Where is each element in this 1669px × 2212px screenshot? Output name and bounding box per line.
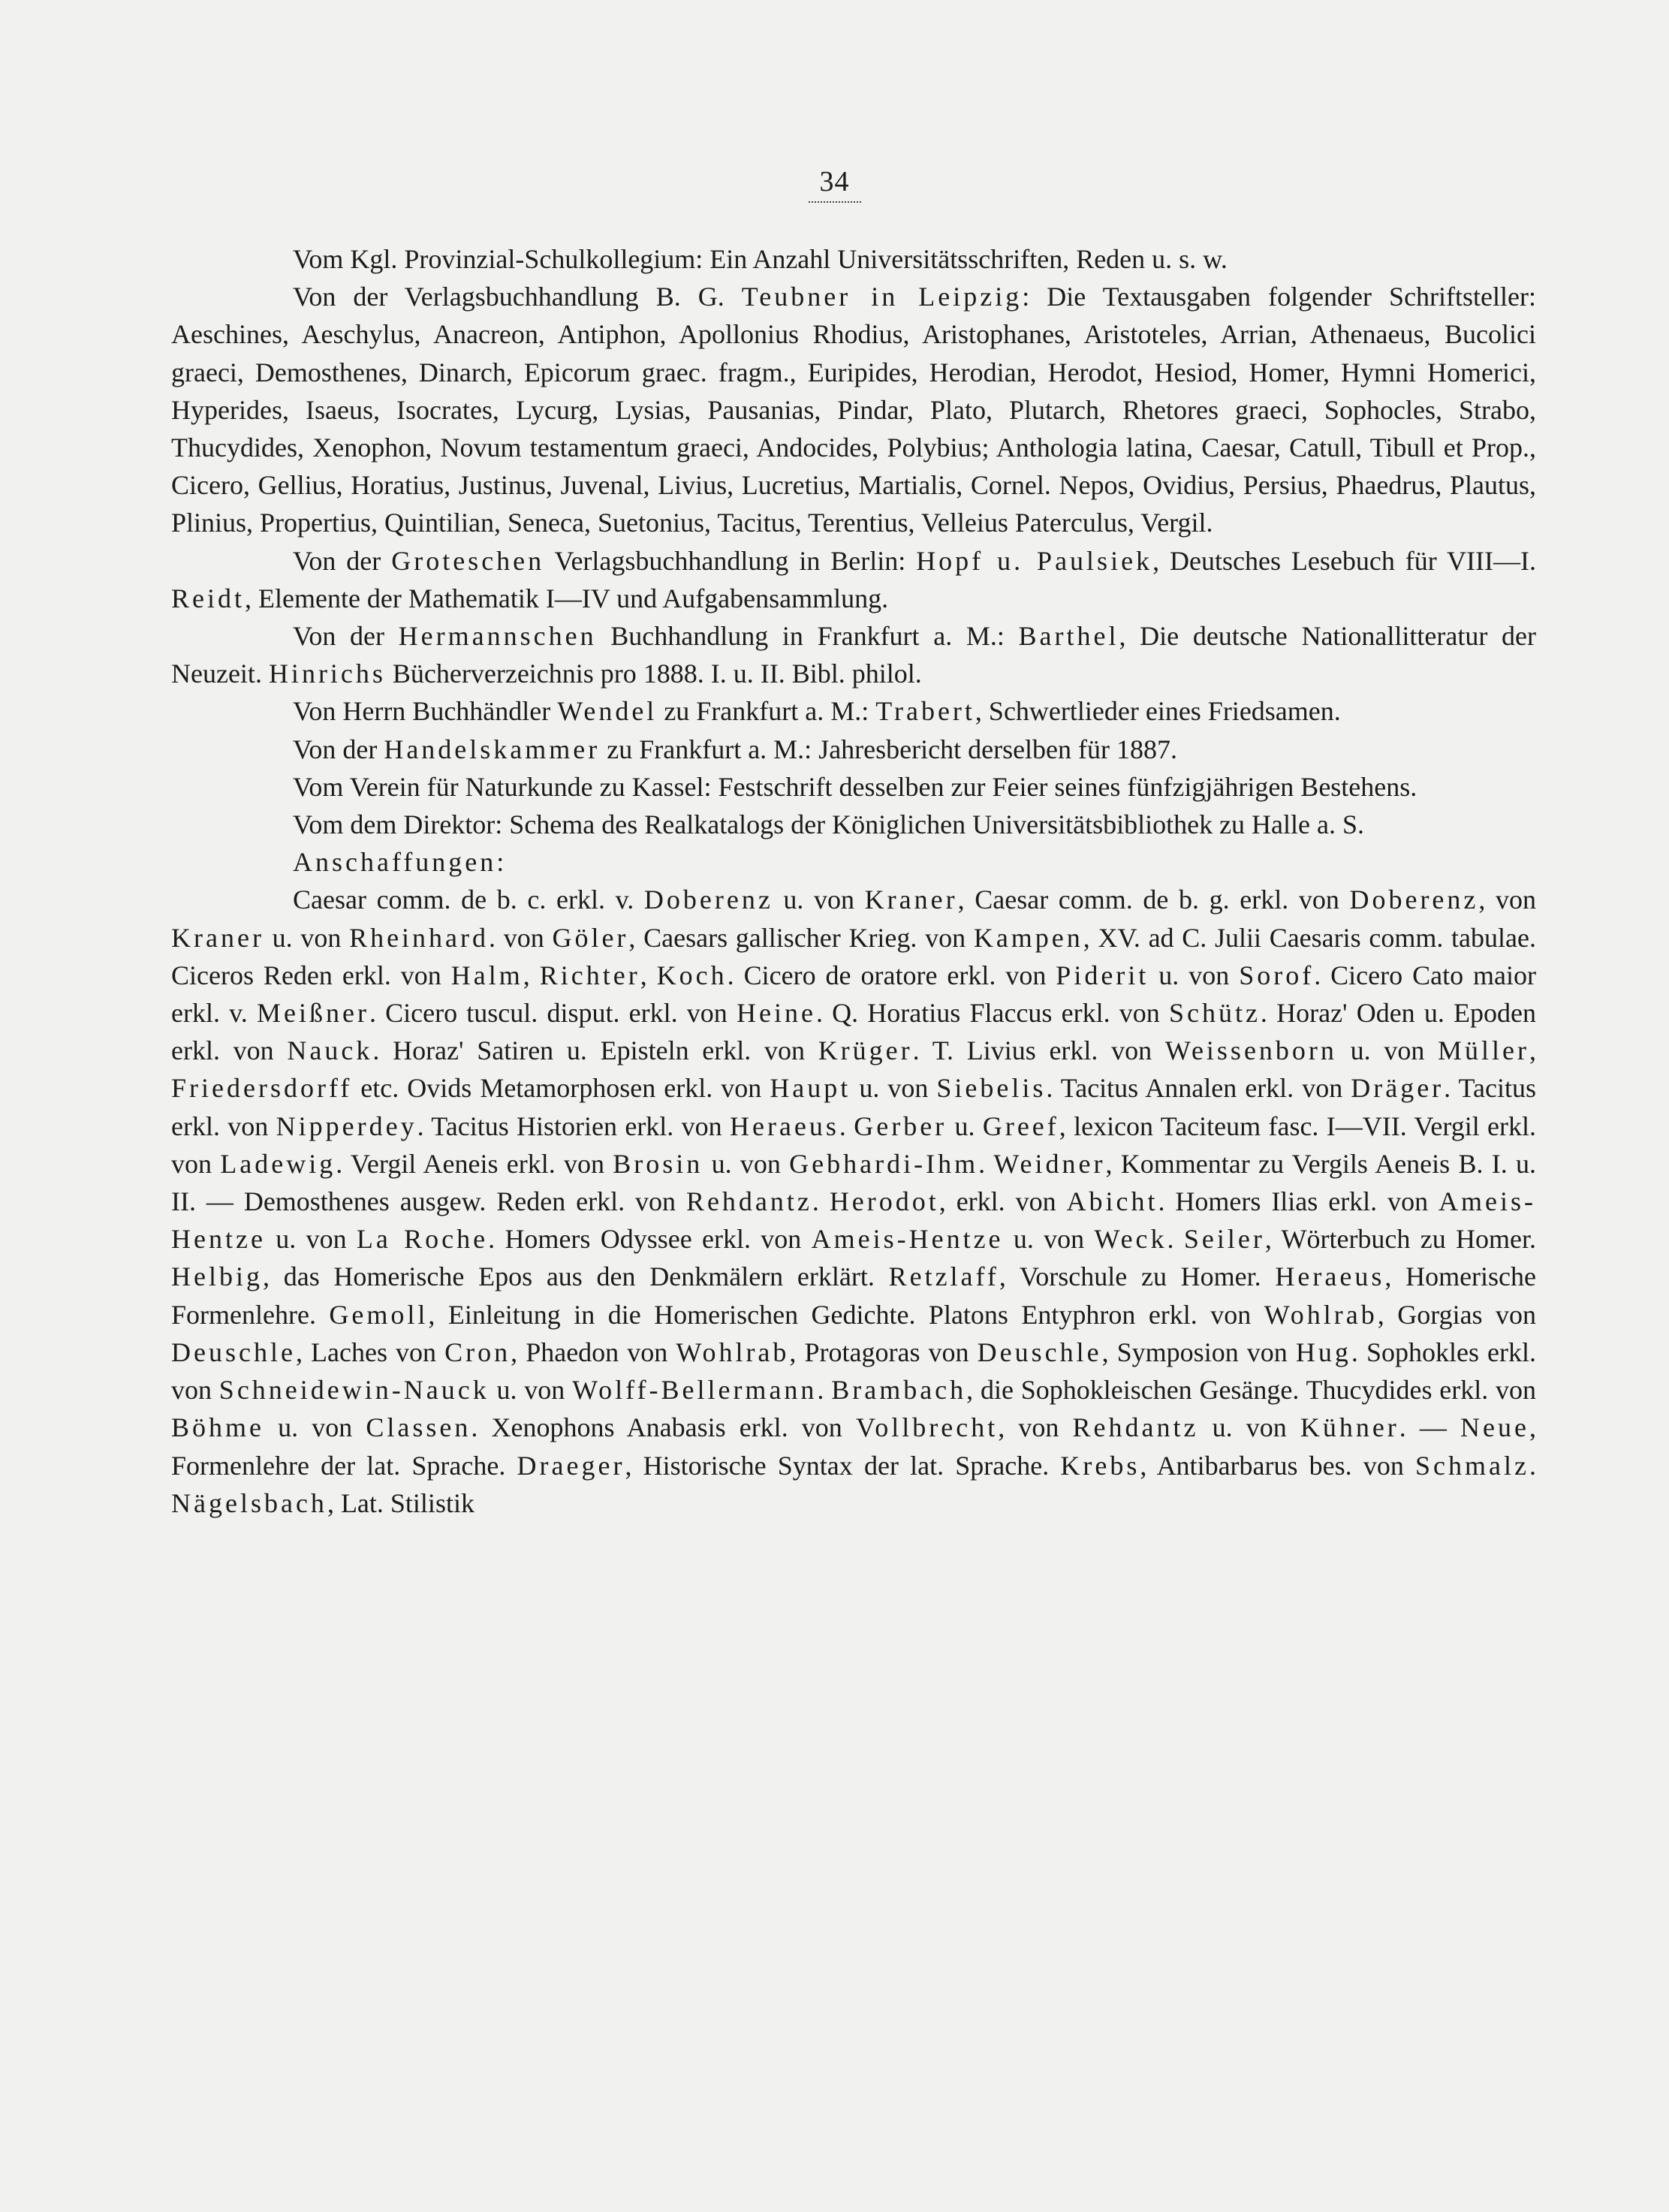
spaced-name: Deuschle xyxy=(977,1337,1102,1367)
page-number-text: 34 xyxy=(819,166,850,197)
spaced-name: Rehdantz xyxy=(685,1186,812,1217)
spaced-name: Reidt xyxy=(171,583,245,613)
spaced-name: Heraeus xyxy=(729,1111,839,1141)
spaced-name: Wolff-Bellermann xyxy=(572,1375,818,1406)
spaced-name: Schneidewin-Nauck xyxy=(218,1375,490,1406)
spaced-name: Schütz xyxy=(1168,998,1261,1029)
spaced-name: Sorof xyxy=(1239,960,1315,990)
spaced-name: Weck xyxy=(1094,1224,1167,1255)
paragraph-p8: Vom dem Direktor: Schema des Realkatalogs der Königlichen Universitätsbibliothek zu Halle a. S. xyxy=(293,809,1365,840)
spaced-name: Classen xyxy=(366,1412,471,1443)
spaced-name: Doberenz xyxy=(1349,884,1479,915)
spaced-name: Vollbrecht xyxy=(855,1412,999,1443)
spaced-name: Seiler xyxy=(1183,1224,1265,1255)
spaced-name: Wohlrab xyxy=(1264,1299,1378,1330)
spaced-name: La Roche xyxy=(356,1224,489,1255)
spaced-name: Rheinhard xyxy=(349,922,490,953)
spaced-name: Neue xyxy=(1460,1412,1530,1443)
spaced-name: Gerber xyxy=(854,1111,947,1141)
paragraph-p6: Von der Handelskammer zu Frankfurt a. M.: Jahresbericht derselben für 1887. xyxy=(293,734,1178,764)
spaced-name: Herodot xyxy=(829,1186,939,1217)
paragraph-p3: Von der Groteschen Verlagsbuchhandlung in Berlin: Hopf u. Paulsiek, Deutsches Lesebuch für VIII—I. Reidt, Elemente der Mathematik I—IV und Aufgabensammlung. xyxy=(171,545,1537,613)
spaced-name: Siebelis xyxy=(936,1073,1047,1104)
spaced-name: Hermannschen xyxy=(398,621,597,652)
spaced-name: Koch xyxy=(656,960,728,990)
spaced-name: Friedersdorff xyxy=(171,1073,353,1104)
paragraph-p9: Anschaffungen: xyxy=(293,847,505,878)
spaced-name: Helbig xyxy=(171,1261,263,1292)
spaced-name: Teubner in Leipzig xyxy=(741,282,1023,312)
spaced-name: Brosin xyxy=(613,1148,703,1179)
spaced-name: Halm xyxy=(450,960,523,990)
spaced-name: Kühner xyxy=(1300,1412,1399,1443)
spaced-name: Krebs xyxy=(1060,1450,1140,1481)
spaced-name: Weissenborn xyxy=(1164,1035,1337,1066)
spaced-name: Cron xyxy=(444,1337,511,1367)
paragraph-p1: Vom Kgl. Provinzial-Schulkollegium: Ein Anzahl Universitätsschriften, Reden u. s. w. xyxy=(293,244,1228,274)
spaced-name: Krüger xyxy=(818,1035,913,1066)
spaced-name: Abicht xyxy=(1066,1186,1158,1217)
page-number xyxy=(0,165,1669,203)
spaced-name: Nipperdey xyxy=(276,1111,417,1141)
spaced-name: Göler xyxy=(552,922,629,953)
spaced-name: Meißner xyxy=(257,998,369,1029)
spaced-name: Handelskammer xyxy=(384,734,601,764)
spaced-name: Ladewig xyxy=(220,1148,336,1179)
spaced-name: Kraner xyxy=(864,884,958,915)
spaced-name: Schmalz xyxy=(1415,1450,1529,1481)
spaced-name: Müller xyxy=(1438,1035,1530,1066)
spaced-name: Ameis-Hentze xyxy=(171,1186,1537,1255)
spaced-name: Retzlaff xyxy=(888,1261,999,1292)
paragraph-p2: Von der Verlagsbuchhandlung B. G. Teubner in Leipzig: Die Textausgaben folgender Schriftsteller: Aeschines, Aeschylus, Anacreon, Antiphon, Apollonius Rhodius, Aristophanes, Aristoteles, Arrian, Athenaeus, Bucolici graeci, Demosthenes, Dinarch, Epicorum graec. fragm., Euripides, Herodian, Herodot, Hesiod, Homer, Hymni Homerici, Hyperides, Isaeus, Isocrates, Lycurg, Lysias, Pausanias, Pindar, Plato, Plutarch, Rhetores graeci, Sophocles, Strabo, Thucydides, Xenophon, Novum testamentum graeci, Andocides, Polybius; Anthologia latina, Caesar, Catull, Tibull et Prop., Cicero, Gellius, Horatius, Justinus, Juvenal, Livius, Lucretius, Martialis, Cornel. Nepos, Ovidius, Persius, Phaedrus, Plautus, Plinius, Propertius, Quintilian, Seneca, Suetonius, Tacitus, Terentius, Velleius Paterculus, Vergil. xyxy=(171,282,1537,538)
spaced-name: Draeger xyxy=(517,1450,625,1481)
page-number-ornament xyxy=(809,201,861,203)
spaced-name: Dräger xyxy=(1351,1073,1445,1104)
spaced-name: Deuschle xyxy=(171,1337,296,1367)
spaced-name: Doberenz xyxy=(643,884,773,915)
spaced-name: Hug xyxy=(1295,1337,1351,1367)
spaced-name: Barthel xyxy=(1018,621,1119,652)
spaced-name: Haupt xyxy=(770,1073,851,1104)
spaced-name: Ameis-Hentze xyxy=(811,1224,1004,1255)
paragraph-p7: Vom Verein für Naturkunde zu Kassel: Festschrift desselben zur Feier seines fünfzigjährigen Bestehens. xyxy=(293,771,1417,802)
spaced-name: Gebhardi-Ihm xyxy=(789,1148,979,1179)
spaced-name: Trabert xyxy=(875,696,975,727)
spaced-name: Rehdantz xyxy=(1072,1412,1199,1443)
paragraph-p4: Von der Hermannschen Buchhandlung in Frankfurt a. M.: Barthel, Die deutsche Nationallitteratur der Neuzeit. Hinrichs Bücherverzeichnis pro 1888. I. u. II. Bibl. philol. xyxy=(171,621,1536,689)
spaced-name: Nauck xyxy=(287,1035,373,1066)
spaced-name: Böhme xyxy=(171,1412,264,1443)
paragraph-p5: Von Herrn Buchhändler Wendel zu Frankfurt a. M.: Trabert, Schwertlieder eines Friedsamen. xyxy=(293,696,1341,727)
spaced-name: Hopf u. Paulsiek xyxy=(916,545,1153,576)
spaced-name: Anschaffungen xyxy=(293,847,497,878)
spaced-name: Weidner xyxy=(993,1148,1106,1179)
spaced-name: Groteschen xyxy=(391,545,545,576)
spaced-name: Brambach xyxy=(831,1375,967,1406)
spaced-name: Richter xyxy=(539,960,640,990)
spaced-name: Wendel xyxy=(557,696,658,727)
paragraph-p10: Caesar comm. de b. c. erkl. v. Doberenz u. von Kraner, Caesar comm. de b. g. erkl. von Doberenz, von Kraner u. von Rheinhard. von Göler, Caesars gallischer Krieg. von Kampen, XV. ad C. Julii Caesaris comm. tabulae. Ciceros Reden erkl. von Halm, Richter, Koch. Cicero de oratore erkl. von Piderit u. von Sorof. Cicero Cato maior erkl. v. Meißner. Cicero tuscul. disput. erkl. von Heine. Q. Horatius Flaccus erkl. von Schütz. Horaz' Oden u. Epoden erkl. von Nauck. Horaz' Satiren u. Episteln erkl. von Krüger. T. Livius erkl. von Weissenborn u. von Müller, Friedersdorff etc. Ovids Metamorphosen erkl. von Haupt u. von Siebelis. Tacitus Annalen erkl. von Dräger. Tacitus erkl. von Nipperdey. Tacitus Historien erkl. von Heraeus. Gerber u. Greef, lexicon Taciteum fasc. I—VII. Vergil erkl. von Ladewig. Vergil Aeneis erkl. von Brosin u. von Gebhardi-Ihm. Weidner, Kommentar zu Vergils Aeneis B. I. u. II. — Demosthenes ausgew. Reden erkl. von Rehdantz. Herodot, erkl. von Abicht. Homers Ilias erkl. von Ameis-Hentze u. von La Roche. Homers Odyssee erkl. von Ameis-Hentze u. von Weck. Seiler, Wörterbuch zu Homer. Helbig, das Homerische Epos aus den Denkmälern erklärt. Retzlaff, Vorschule zu Homer. Heraeus, Homerische Formenlehre. Gemoll, Einleitung in die Homerischen Gedichte. Platons Entyphron erkl. von Wohlrab, Gorgias von Deuschle, Laches von Cron, Phaedon von Wohlrab, Protagoras von Deuschle, Symposion von Hug. Sophokles erkl. von Schneidewin-Nauck u. von Wolff-Bellermann. Brambach, die Sophokleischen Gesänge. Thucydides erkl. von Böhme u. von Classen. Xenophons Anabasis erkl. von Vollbrecht, von Rehdantz u. von Kühner. — Neue, Formenlehre der lat. Sprache. Draeger, Historische Syntax der lat. Sprache. Krebs, Antibarbarus bes. von Schmalz. Nägelsbach, Lat. Stilistik xyxy=(171,884,1537,1518)
spaced-name: Heraeus xyxy=(1275,1261,1385,1292)
spaced-name: Hinrichs xyxy=(268,658,386,689)
spaced-name: Gemoll xyxy=(329,1299,429,1330)
spaced-name: Wohlrab xyxy=(676,1337,790,1367)
spaced-name: Heine xyxy=(736,998,816,1029)
body-text xyxy=(171,240,1536,1522)
spaced-name: Piderit xyxy=(1056,960,1149,990)
spaced-name: Greef xyxy=(982,1111,1059,1141)
spaced-name: Nägelsbach xyxy=(171,1487,327,1518)
spaced-name: Kraner xyxy=(171,922,264,953)
spaced-name: Kampen xyxy=(973,922,1083,953)
